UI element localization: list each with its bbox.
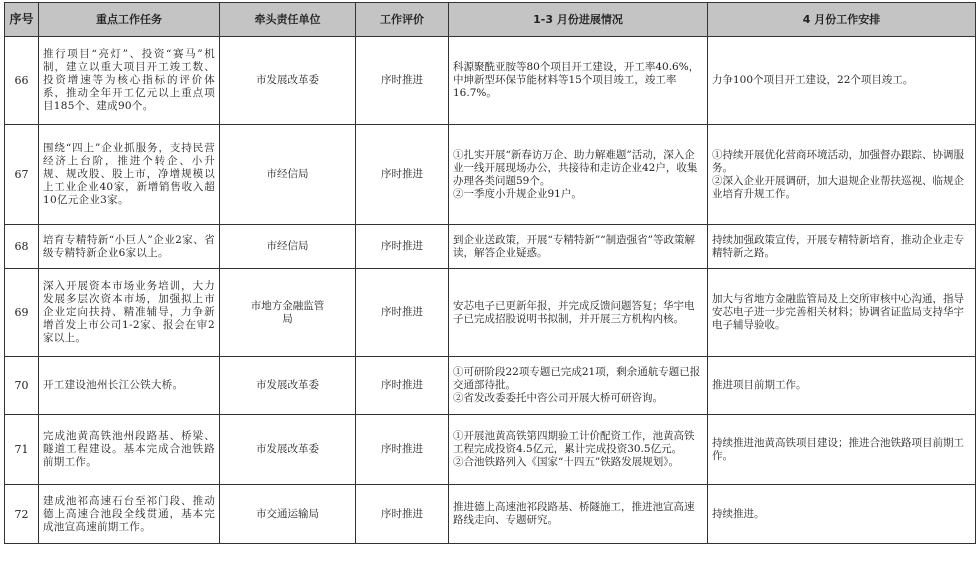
row-plan [708,357,976,415]
plan-line: 力争100个项目开工建设，22个项目竣工。 [712,74,914,86]
progress-line: ①开展池黄高铁第四期验工计价配资工作，池黄高铁工程完成投资4.5亿元，累计完成投资30.5亿元。 [453,430,695,455]
header-plan: 4 月份工作安排 [708,3,976,37]
plan-line: 持续加强政策宣传，开展专精特新培育，推动企业走专精特新之路。 [712,233,964,259]
row-progress [449,37,708,125]
row-evaluation: 序时推进 [356,357,449,415]
header-unit: 牵头责任单位 [220,3,356,37]
row-task: 推行项目“亮灯”、投资“赛马”机制，建立以重大项目开工竣工数、投资增速等为核心指标的评价体系，推动全年开工亿元以上重点项目185个、建成90个。 [39,37,220,125]
row-plan [708,485,976,544]
row-unit: 市发展改革委 [220,357,356,415]
row-unit: 市发展改革委 [220,415,356,485]
row-evaluation: 序时推进 [356,125,449,225]
row-task: 深入开展资本市场业务培训，大力发展多层次资本市场，加强拟上市企业定向扶持、精准辅导，力争新增首发上市公司1-2家、报会在审2家以上。 [39,269,220,357]
row-unit: 市发展改革委 [220,37,356,125]
row-evaluation: 序时推进 [356,485,449,544]
row-progress [449,125,708,225]
row-task: 完成池黄高铁池州段路基、桥梁、隧道工程建设。基本完成合池铁路前期工作。 [39,415,220,485]
row-progress [449,269,708,357]
plan-line: 持续推进池黄高铁项目建设；推进合池铁路项目前期工作。 [712,436,964,462]
progress-line: 到企业送政策，开展“专精特新”“制造强省”等政策解读，解答企业疑惑。 [453,233,695,259]
table-row [5,485,976,544]
header-task: 重点工作任务 [39,3,220,37]
row-task: 开工建设池州长江公铁大桥。 [39,357,220,415]
row-progress [449,415,708,485]
row-plan [708,415,976,485]
plan-line: ②深入企业开展调研，加大退规企业帮扶巡视、临规企业培育升规工作。 [712,174,964,200]
row-progress [449,225,708,269]
row-evaluation: 序时推进 [356,415,449,485]
row-progress [449,485,708,544]
progress-line: ②一季度小升规企业91户。 [453,187,582,200]
row-number: 66 [5,37,39,125]
plan-line: 持续推进。 [712,507,765,520]
row-evaluation: 序时推进 [356,37,449,125]
row-progress [449,357,708,415]
progress-line: 科源聚酰亚胺等80个项目开工建设，开工率40.6%，中坤新型环保节能材料等15个项目竣工，竣工率16.7%。 [453,61,700,99]
table-row [5,37,976,125]
progress-line: ②合池铁路列入《国家“十四五”铁路发展规划》。 [453,456,679,468]
row-number: 72 [5,485,39,544]
table-row [5,225,976,269]
row-number: 67 [5,125,39,225]
row-unit: 市经信局 [220,225,356,269]
plan-line: 加大与省地方金融监管局及上交所审核中心沟通，指导安芯电子进一步完善相关材料；协调省证监局支持华宇电子辅导验收。 [712,293,964,331]
row-number: 70 [5,357,39,415]
row-evaluation: 序时推进 [356,225,449,269]
row-number: 69 [5,269,39,357]
row-task: 围绕“四上”企业抓服务，支持民营经济上台阶，推进个转企、小升规、规改股、股上市，净增规模以上工业企业40家，新增销售收入超10亿元企业3家。 [39,125,220,225]
row-unit: 市经信局 [220,125,356,225]
row-plan [708,225,976,269]
table-row [5,357,976,415]
progress-line: ①扎实开展“新春访万企、助力解难题”活动，深入企业一线开展现场办公，共接待和走访企业42户，收集办理各类问题59个。 [453,148,698,187]
work-progress-table [4,2,976,544]
header-num: 序号 [5,3,39,37]
row-plan [708,269,976,357]
row-task: 培育专精特新“小巨人”企业2家、省级专精特新企业6家以上。 [39,225,220,269]
row-unit: 市交通运输局 [220,485,356,544]
header-progress: 1-3 月份进展情况 [449,3,708,37]
row-task: 建成池祁高速石台至祁门段、推动德上高速合池段全线贯通，基本完成池宣高速前期工作。 [39,485,220,544]
table-header-row [5,3,976,37]
progress-line: 推进德上高速池祁段路基、桥隧施工，推进池宣高速路线走向、专题研究。 [453,501,695,526]
progress-line: ②省发改委委托中咨公司开展大桥可研咨询。 [453,392,663,404]
table-row [5,269,976,357]
row-number: 71 [5,415,39,485]
header-eval: 工作评价 [356,3,449,37]
row-evaluation: 序时推进 [356,269,449,357]
table-row [5,125,976,225]
progress-line: 安芯电子已更新年报，并完成反馈问题答复；华宇电子已完成招股说明书拟制，并开展三方机构内核。 [453,299,695,325]
work-progress-table-container [4,2,975,544]
row-plan [708,37,976,125]
progress-line: ①可研阶段22项专题已完成21项，剩余通航专题已报交通部待批。 [453,366,701,391]
row-plan [708,125,976,225]
plan-line: ①持续开展优化营商环境活动，加强督办跟踪、协调服务。 [712,148,964,174]
row-unit: 市地方金融监管局 [220,269,356,357]
row-number: 68 [5,225,39,269]
plan-line: 推进项目前期工作。 [712,379,807,391]
table-row [5,415,976,485]
